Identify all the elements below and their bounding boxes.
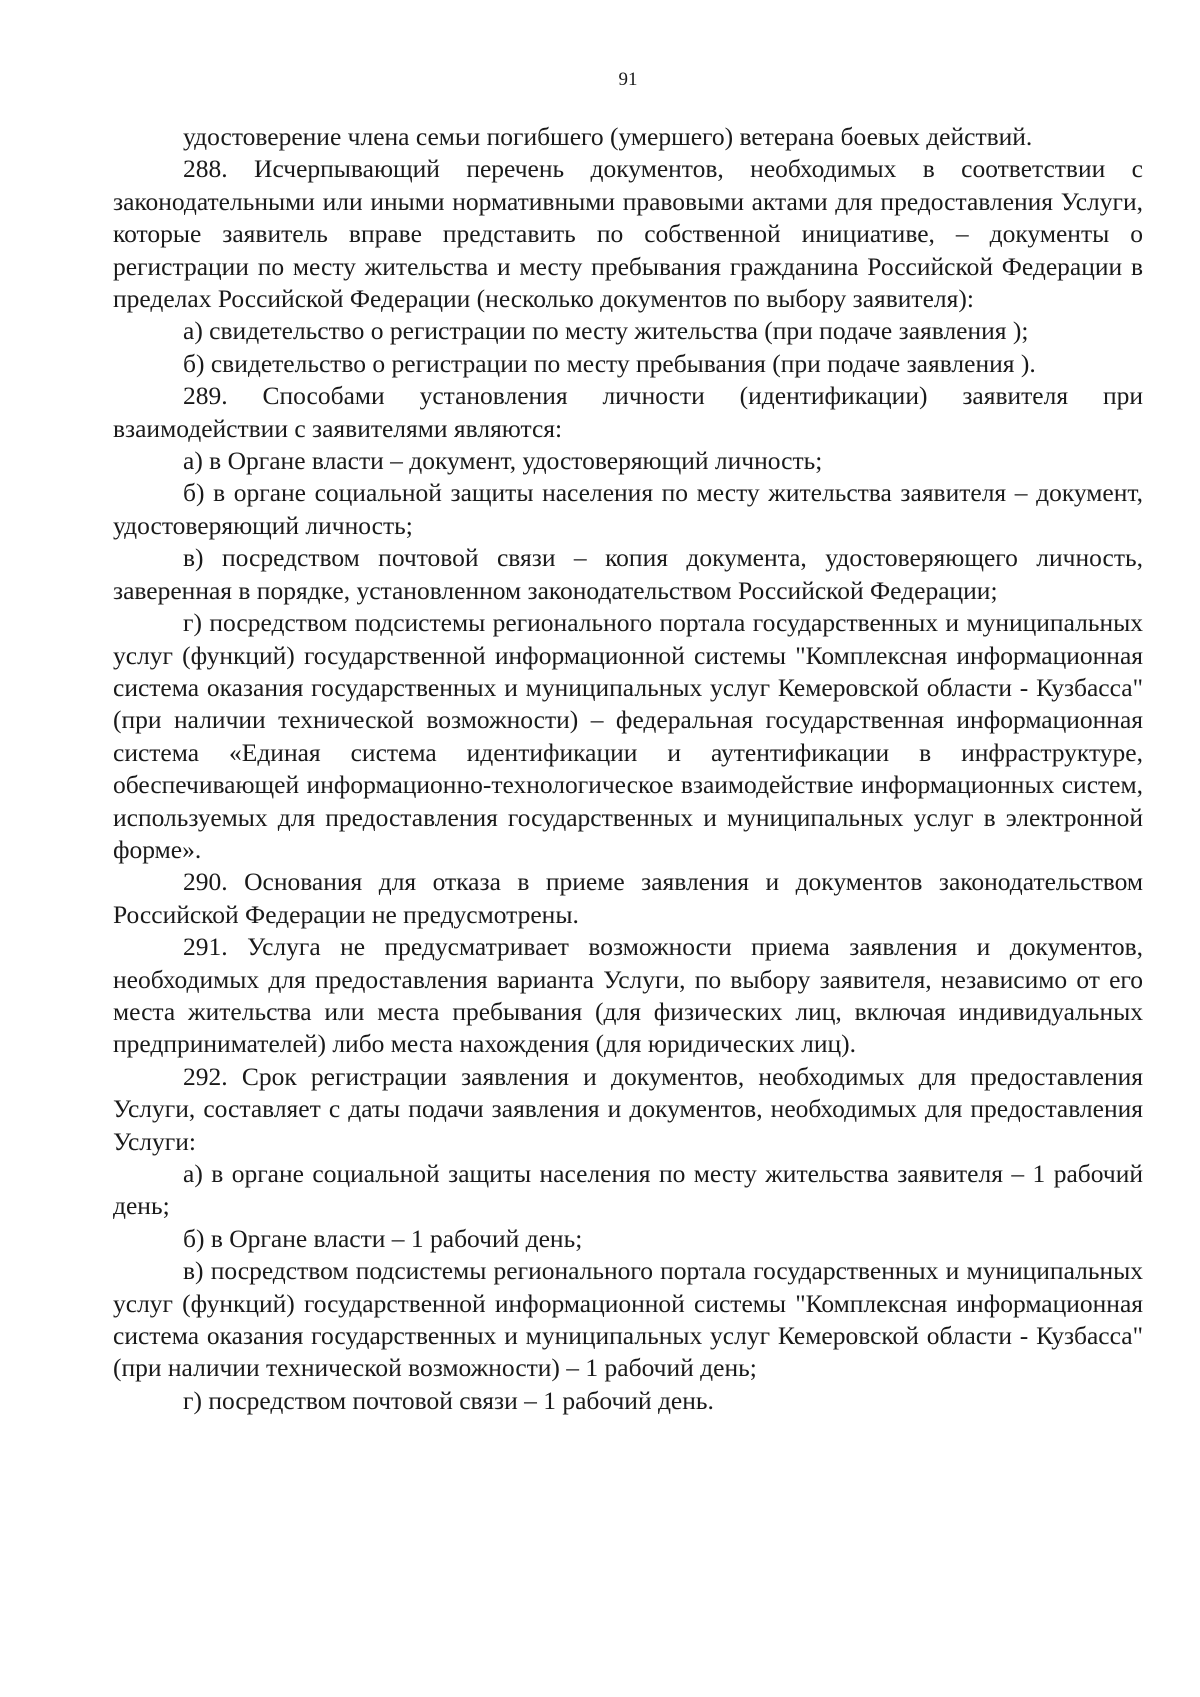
paragraph-288-item-b: б) свидетельство о регистрации по месту пребывания (при подаче заявления ).	[183, 348, 1036, 378]
paragraph-292-item-g: г) посредством почтовой связи – 1 рабочий день.	[183, 1385, 714, 1415]
document-page	[113, 0, 1143, 1697]
paragraph-288-item-a: а) свидетельство о регистрации по месту жительства (при подаче заявления );	[183, 316, 1029, 346]
paragraph-289-item-v: в) посредством почтовой связи – копия документа, удостоверяющего личность, заверенная в порядке, установленном законодательством Российской Федерации;	[113, 543, 1143, 605]
paragraph-292-item-b: б) в Органе власти – 1 рабочий день;	[183, 1223, 583, 1253]
document-body	[113, 121, 1143, 1417]
paragraph-292-item-v: в) посредством подсистемы регионального портала государственных и муниципальных услуг (функций) государственной информационной системы "Комплексная информационная система оказания государственных и муниципальных услуг Кемеровской области - Кузбасса" (при наличии технической возможности) – 1 рабочий день;	[113, 1256, 1143, 1383]
paragraph-290-refusal-grounds: 290. Основания для отказа в приеме заявления и документов законодательством Российской Федерации не предусмотрены.	[113, 867, 1143, 929]
paragraph-289-identification-methods: 289. Способами установления личности (идентификации) заявителя при взаимодействии с заявителями являются:	[113, 381, 1143, 443]
paragraph-289-item-g: г) посредством подсистемы регионального портала государственных и муниципальных услуг (функций) государственной информационной системы "Комплексная информационная система оказания государственных и муниципальных услуг Кемеровской области - Кузбасса" (при наличии технической возможности) – федеральная государственная информационная система «Единая система идентификации и аутентификации в инфраструктуре, обеспечивающей информационно-технологическое взаимодействие информационных систем, используемых для предоставления государственных и муниципальных услуг в электронной форме».	[113, 608, 1143, 864]
paragraph-289-item-b: б) в органе социальной защиты населения по месту жительства заявителя – документ, удостоверяющий личность;	[113, 478, 1143, 540]
paragraph-291-extraterritorial: 291. Услуга не предусматривает возможности приема заявления и документов, необходимых для предоставления варианта Услуги, по выбору заявителя, независимо от его места жительства или места пребывания (для физических лиц, включая индивидуальных предпринимателей) либо места нахождения (для юридических лиц).	[113, 932, 1143, 1059]
paragraph-289-item-a: а) в Органе власти – документ, удостоверяющий личность;	[183, 446, 823, 476]
paragraph-veteran-family-certificate: удостоверение члена семьи погибшего (умершего) ветерана боевых действий.	[183, 122, 1033, 151]
page-number: 91	[618, 69, 638, 90]
paragraph-288-documents-list: 288. Исчерпывающий перечень документов, необходимых в соответствии с законодательными или иными нормативными правовыми актами для предоставления Услуги, которые заявитель вправе представить по собственной инициативе, – документы о регистрации по месту жительства и месту пребывания гражданина Российской Федерации в пределах Российской Федерации (несколько документов по выбору заявителя):	[113, 154, 1143, 314]
paragraph-292-item-a: а) в органе социальной защиты населения по месту жительства заявителя – 1 рабочий день;	[113, 1159, 1143, 1221]
paragraph-292-registration-term: 292. Срок регистрации заявления и документов, необходимых для предоставления Услуги, составляет с даты подачи заявления и документов, необходимых для предоставления Услуги:	[113, 1061, 1143, 1156]
